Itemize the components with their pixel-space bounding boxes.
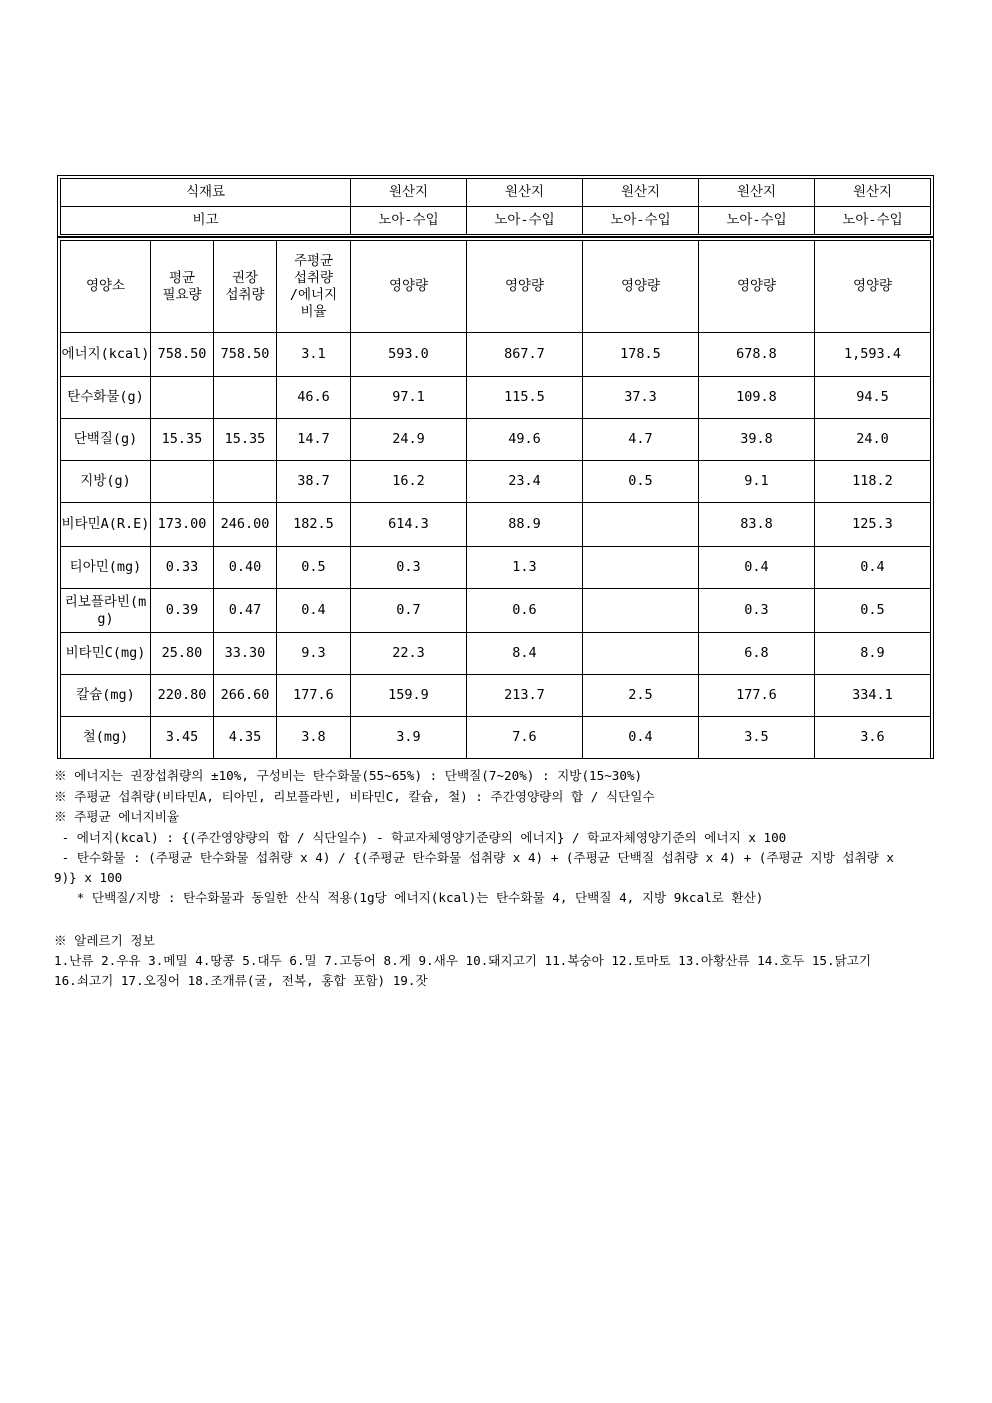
- amount-header: 영양량: [467, 241, 583, 333]
- recommended-intake: 0.40: [214, 547, 277, 589]
- weekly-average: 9.3: [277, 633, 351, 675]
- amount-value: 83.8: [699, 503, 815, 547]
- nutrient-row: [61, 377, 931, 419]
- note-weekly-intake: ※ 주평균 섭취량(비타민A, 티아민, 리보플라빈, 비타민C, 칼슘, 철) : 주간영양량의 합 / 식단일수: [54, 789, 655, 804]
- nutrient-row: [61, 717, 931, 759]
- amount-value: 3.6: [815, 717, 931, 759]
- amount-value: 7.6: [467, 717, 583, 759]
- nutrient-row: [61, 547, 931, 589]
- amount-value: 0.4: [815, 547, 931, 589]
- recommended-intake-header: 권장 섭취량: [214, 241, 277, 333]
- amount-header: 영양량: [815, 241, 931, 333]
- amount-value: 8.4: [467, 633, 583, 675]
- amount-value: 125.3: [815, 503, 931, 547]
- weekly-average: 38.7: [277, 461, 351, 503]
- amount-value: 3.5: [699, 717, 815, 759]
- origin-label: 원산지: [699, 179, 815, 207]
- weekly-average-header: 주평균 섭취량 /에너지 비율: [277, 241, 351, 333]
- nutrient-row: [61, 333, 931, 377]
- origin-value: 노아-수입: [699, 207, 815, 235]
- amount-value: 0.7: [351, 589, 467, 633]
- amount-value: 2.5: [583, 675, 699, 717]
- nutrition-table: [60, 240, 931, 759]
- origin-value: 노아-수입: [467, 207, 583, 235]
- amount-header: 영양량: [351, 241, 467, 333]
- amount-value: [583, 589, 699, 633]
- weekly-average: 46.6: [277, 377, 351, 419]
- weekly-average: 3.8: [277, 717, 351, 759]
- amount-value: 4.7: [583, 419, 699, 461]
- amount-value: 0.4: [583, 717, 699, 759]
- amount-value: 88.9: [467, 503, 583, 547]
- amount-value: 1.3: [467, 547, 583, 589]
- amount-value: 94.5: [815, 377, 931, 419]
- amount-value: 118.2: [815, 461, 931, 503]
- amount-value: 24.0: [815, 419, 931, 461]
- nutrient-name: 철(mg): [61, 717, 151, 759]
- nutrient-header: 영양소: [61, 241, 151, 333]
- amount-value: 0.6: [467, 589, 583, 633]
- avg-requirement: [151, 377, 214, 419]
- amount-value: 3.9: [351, 717, 467, 759]
- amount-value: 867.7: [467, 333, 583, 377]
- recommended-intake: [214, 461, 277, 503]
- amount-value: 16.2: [351, 461, 467, 503]
- amount-value: 177.6: [699, 675, 815, 717]
- nutrient-name: 비타민C(mg): [61, 633, 151, 675]
- nutrient-row: [61, 419, 931, 461]
- weekly-average: 0.5: [277, 547, 351, 589]
- amount-value: [583, 503, 699, 547]
- avg-requirement: 3.45: [151, 717, 214, 759]
- note-carb-formula: - 탄수화물 : (주평균 탄수화물 섭취량 x 4) / {(주평균 탄수화물 섭취량 x 4) + (주평균 단백질 섭취량 x 4) + (주평균 지방 섭취량 x: [54, 850, 894, 865]
- amount-value: 39.8: [699, 419, 815, 461]
- amount-value: [583, 633, 699, 675]
- recommended-intake: [214, 377, 277, 419]
- weekly-average: 14.7: [277, 419, 351, 461]
- nutrient-name: 티아민(mg): [61, 547, 151, 589]
- amount-value: 0.3: [699, 589, 815, 633]
- nutrition-rows: [61, 333, 931, 759]
- amount-value: 178.5: [583, 333, 699, 377]
- remark-label: 비고: [61, 207, 351, 235]
- recommended-intake: 266.60: [214, 675, 277, 717]
- amount-header: 영양량: [583, 241, 699, 333]
- nutrient-name: 리보플라빈(mg): [61, 589, 151, 633]
- amount-value: 614.3: [351, 503, 467, 547]
- origin-value: 노아-수입: [815, 207, 931, 235]
- amount-value: 109.8: [699, 377, 815, 419]
- origin-table-frame: [57, 175, 934, 237]
- weekly-average: 0.4: [277, 589, 351, 633]
- nutrient-name: 비타민A(R.E): [61, 503, 151, 547]
- avg-requirement: 758.50: [151, 333, 214, 377]
- avg-requirement-header: 평균 필요량: [151, 241, 214, 333]
- origin-table: [60, 178, 931, 235]
- amount-value: 24.9: [351, 419, 467, 461]
- amount-value: 593.0: [351, 333, 467, 377]
- amount-value: 9.1: [699, 461, 815, 503]
- nutrient-name: 탄수화물(g): [61, 377, 151, 419]
- weekly-average: 3.1: [277, 333, 351, 377]
- amount-header: 영양량: [699, 241, 815, 333]
- amount-value: 8.9: [815, 633, 931, 675]
- nutrient-name: 지방(g): [61, 461, 151, 503]
- nutrient-name: 에너지(kcal): [61, 333, 151, 377]
- amount-value: 49.6: [467, 419, 583, 461]
- avg-requirement: 0.39: [151, 589, 214, 633]
- nutrient-name: 칼슘(mg): [61, 675, 151, 717]
- nutrition-table-frame: [57, 237, 934, 759]
- nutrient-row: [61, 675, 931, 717]
- avg-requirement: 0.33: [151, 547, 214, 589]
- note-protein-fat: * 단백질/지방 : 탄수화물과 동일한 산식 적용(1g당 에너지(kcal)는 탄수화물 4, 단백질 4, 지방 9kcal로 환산): [54, 890, 764, 905]
- allergy-list-1: 1.난류 2.우유 3.메밀 4.땅콩 5.대두 6.밀 7.고등어 8.게 9.새우 10.돼지고기 11.복숭아 12.토마토 13.아황산류 14.호두 15.닭고기: [54, 953, 872, 968]
- amount-value: 334.1: [815, 675, 931, 717]
- origin-label: 원산지: [815, 179, 931, 207]
- avg-requirement: [151, 461, 214, 503]
- amount-value: [583, 547, 699, 589]
- amount-value: 0.5: [583, 461, 699, 503]
- amount-value: 159.9: [351, 675, 467, 717]
- amount-value: 23.4: [467, 461, 583, 503]
- avg-requirement: 25.80: [151, 633, 214, 675]
- allergy-list-2: 16.쇠고기 17.오징어 18.조개류(굴, 전복, 홍합 포함) 19.잣: [54, 973, 428, 988]
- amount-value: 97.1: [351, 377, 467, 419]
- note-energy-formula: - 에너지(kcal) : {(주간영양량의 합 / 식단일수) - 학교자체영양기준량의 에너지} / 학교자체영양기준의 에너지 x 100: [54, 830, 787, 845]
- recommended-intake: 758.50: [214, 333, 277, 377]
- note-carb-formula-cont: 9)} x 100: [54, 870, 123, 885]
- recommended-intake: 15.35: [214, 419, 277, 461]
- amount-value: 22.3: [351, 633, 467, 675]
- recommended-intake: 4.35: [214, 717, 277, 759]
- nutrient-name: 단백질(g): [61, 419, 151, 461]
- origin-value: 노아-수입: [351, 207, 467, 235]
- nutrient-row: [61, 503, 931, 547]
- allergy-title: ※ 알레르기 정보: [54, 933, 155, 948]
- note-energy-ratio-title: ※ 주평균 에너지비율: [54, 809, 180, 824]
- weekly-average: 182.5: [277, 503, 351, 547]
- origin-label: 원산지: [583, 179, 699, 207]
- avg-requirement: 220.80: [151, 675, 214, 717]
- origin-label: 원산지: [351, 179, 467, 207]
- nutrient-row: [61, 589, 931, 633]
- recommended-intake: 33.30: [214, 633, 277, 675]
- note-energy: ※ 에너지는 권장섭취량의 ±10%, 구성비는 탄수화물(55~65%) : 단백질(7~20%) : 지방(15~30%): [54, 768, 643, 783]
- nutrient-row: [61, 633, 931, 675]
- recommended-intake: 246.00: [214, 503, 277, 547]
- amount-value: 678.8: [699, 333, 815, 377]
- amount-value: 0.5: [815, 589, 931, 633]
- amount-value: 6.8: [699, 633, 815, 675]
- avg-requirement: 173.00: [151, 503, 214, 547]
- weekly-average: 177.6: [277, 675, 351, 717]
- amount-value: 1,593.4: [815, 333, 931, 377]
- amount-value: 115.5: [467, 377, 583, 419]
- avg-requirement: 15.35: [151, 419, 214, 461]
- amount-value: 0.4: [699, 547, 815, 589]
- amount-value: 37.3: [583, 377, 699, 419]
- amount-value: 0.3: [351, 547, 467, 589]
- amount-value: 213.7: [467, 675, 583, 717]
- ingredient-label: 식재료: [61, 179, 351, 207]
- origin-label: 원산지: [467, 179, 583, 207]
- recommended-intake: 0.47: [214, 589, 277, 633]
- origin-value: 노아-수입: [583, 207, 699, 235]
- nutrient-row: [61, 461, 931, 503]
